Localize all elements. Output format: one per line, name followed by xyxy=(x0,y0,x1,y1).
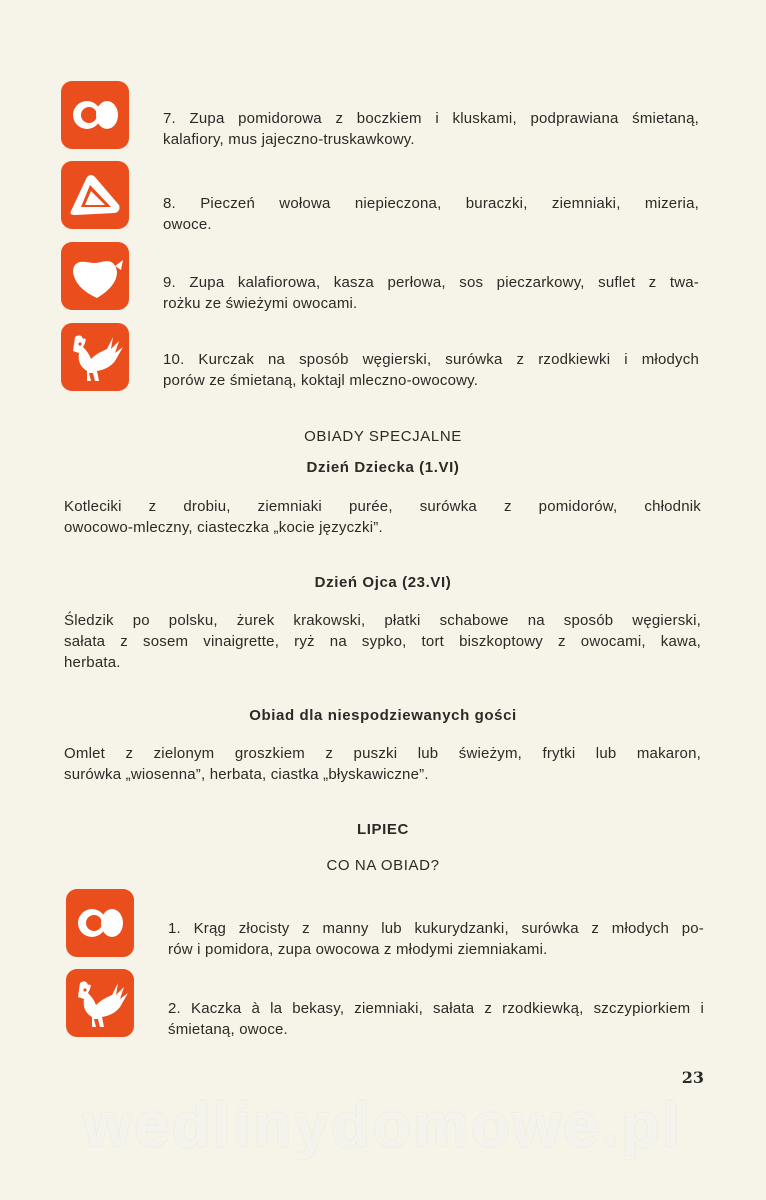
menu-item-line: 7. Zupa pomidorowa z boczkiem i kluskami, podprawiana śmietaną, xyxy=(163,110,699,127)
section-subtitle: CO NA OBIAD? xyxy=(326,857,440,874)
paragraph-unexpected-guests xyxy=(64,743,701,785)
menu-item-line: rów i pomidora, zupa owocowa z młodymi ziemniakami. xyxy=(168,941,548,958)
paragraph-line: surówka „wiosenna”, herbata, ciastka „błyskawiczne”. xyxy=(64,766,429,783)
menu-item-8 xyxy=(163,193,699,235)
egg-icon xyxy=(66,889,134,957)
menu-item-9 xyxy=(163,272,699,314)
paragraph-line: sałata z sosem vinaigrette, ryż na sypko, tort biszkoptowy z owocami, kawa, xyxy=(64,633,701,650)
subheading-children-day: Dzień Dziecka (1.VI) xyxy=(306,459,460,476)
menu-item-line: 1. Krąg złocisty z manny lub kukurydzanki, surówka z młodych po- xyxy=(168,920,704,937)
menu-item-line: 9. Zupa kalafiorowa, kasza perłowa, sos pieczarkowy, suflet z twa- xyxy=(163,274,699,291)
paragraph-line: herbata. xyxy=(64,654,121,671)
paragraph-fathers-day xyxy=(64,610,701,673)
menu-item-10 xyxy=(163,349,699,391)
july-menu-item-2 xyxy=(168,998,704,1040)
strawberry-icon xyxy=(61,242,129,310)
july-menu-item-1 xyxy=(168,918,704,960)
menu-item-line: porów ze śmietaną, koktajl mleczno-owocowy. xyxy=(163,372,479,389)
menu-item-line: owoce. xyxy=(163,216,212,233)
meat-icon xyxy=(61,161,129,229)
rooster-icon xyxy=(66,969,134,1037)
menu-item-line: kalafiory, mus jajeczno-truskawkowy. xyxy=(163,131,415,148)
subheading-fathers-day: Dzień Ojca (23.VI) xyxy=(314,574,452,591)
menu-item-line: rożku ze świeżymi owocami. xyxy=(163,295,358,312)
paragraph-line: owocowo-mleczny, ciasteczka „kocie języczki”. xyxy=(64,519,383,536)
rooster-icon xyxy=(61,323,129,391)
menu-item-7 xyxy=(163,108,699,150)
egg-icon xyxy=(61,81,129,149)
menu-item-line: śmietaną, owoce. xyxy=(168,1021,288,1038)
menu-item-line: 8. Pieczeń wołowa niepieczona, buraczki, ziemniaki, mizeria, xyxy=(163,195,699,212)
paragraph-line: Śledzik po polsku, żurek krakowski, płatki schabowe na sposób węgierski, xyxy=(64,612,701,629)
menu-item-line: 10. Kurczak na sposób węgierski, surówka z rzodkiewki i młodych xyxy=(163,351,699,368)
paragraph-line: Omlet z zielonym groszkiem z puszki lub świeżym, frytki lub makaron, xyxy=(64,745,701,762)
paragraph-children-day xyxy=(64,496,701,538)
section-title-special: OBIADY SPECJALNE xyxy=(304,428,462,445)
month-title: LIPIEC xyxy=(357,821,409,838)
paragraph-line: Kotleciki z drobiu, ziemniaki purée, surówka z pomidorów, chłodnik xyxy=(64,498,701,515)
page-number: 23 xyxy=(681,1068,704,1087)
watermark: wedlinydomowe.pl xyxy=(83,1091,683,1160)
menu-item-line: 2. Kaczka à la bekasy, ziemniaki, sałata z rzodkiewką, szczypiorkiem i xyxy=(168,1000,704,1017)
subheading-unexpected-guests: Obiad dla niespodziewanych gości xyxy=(249,707,517,724)
